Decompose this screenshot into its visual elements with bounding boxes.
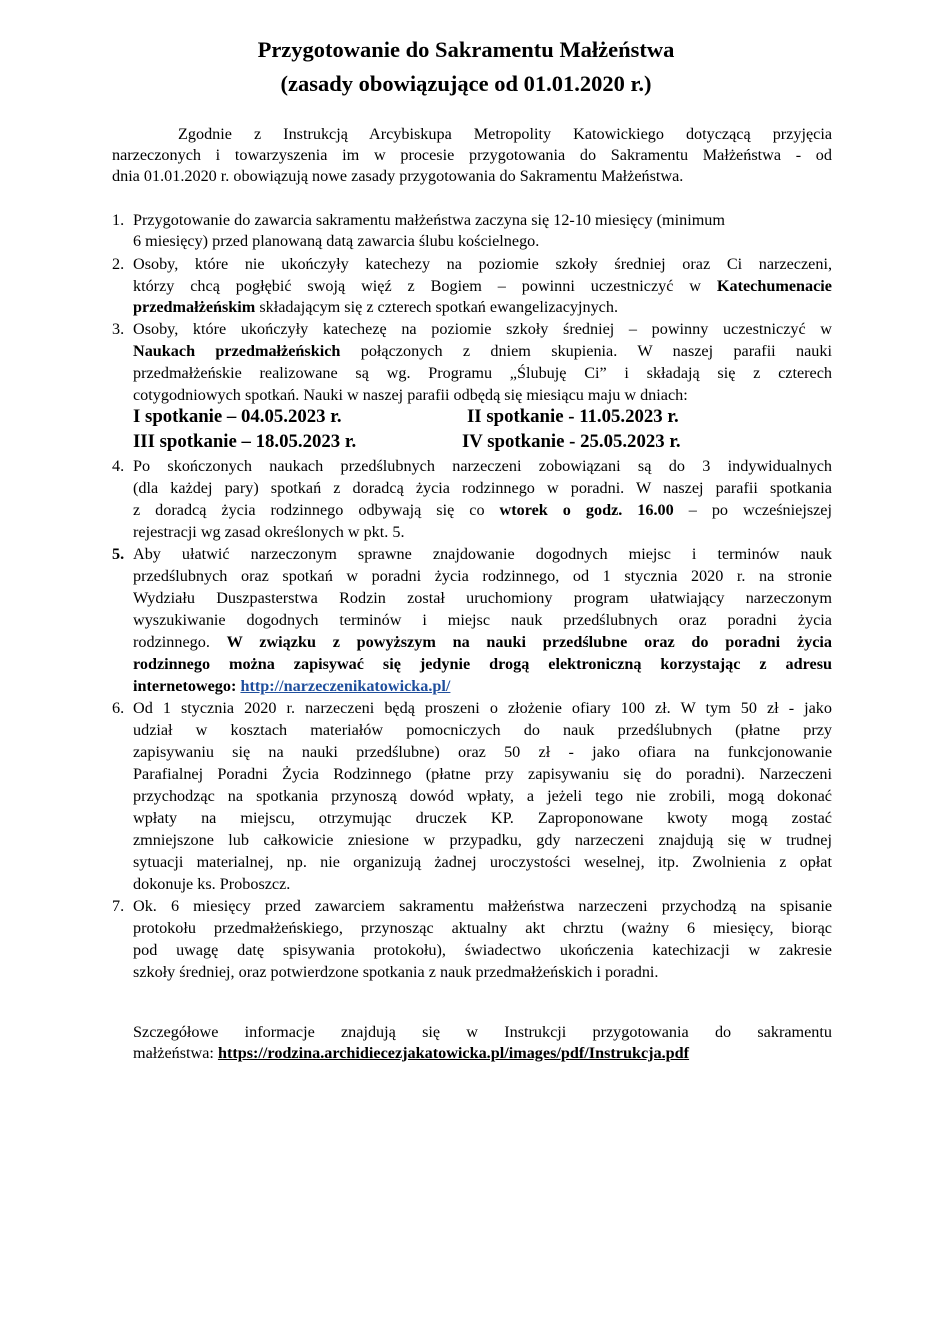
item-4-line-1: Po skończonych naukach przedślubnych narzeczeni zobowiązani są do 3 indywidualnych bbox=[133, 457, 832, 475]
item-number-2: 2. bbox=[112, 255, 125, 273]
item-6-line-1: Od 1 stycznia 2020 r. narzeczeni będą proszeni o złożenie ofiary 100 zł. W tym 50 zł - jako bbox=[133, 699, 832, 717]
item-3-line-2: Naukach przedmałżeńskich połączonych z dniem skupienia. W naszej parafii nauki bbox=[133, 342, 832, 360]
item-5-line-7: internetowego: http://narzeczenikatowicka.pl/ bbox=[133, 677, 451, 695]
item-5-line-6: rodzinnego można zapisywać się jedynie drogą elektroniczną korzystając z adresu bbox=[133, 655, 832, 673]
item-1-line-2: 6 miesięcy) przed planowaną datą zawarcia ślubu kościelnego. bbox=[133, 232, 540, 250]
meeting-date-3: III spotkanie – 18.05.2023 r. bbox=[133, 431, 357, 452]
item-number-6: 6. bbox=[112, 699, 125, 717]
narzeczeni-link[interactable]: http://narzeczenikatowicka.pl/ bbox=[240, 677, 451, 695]
item-3-line-1: Osoby, które ukończyły katechezę na poziomie szkoły średniej – powinny uczestniczyć w bbox=[133, 320, 832, 338]
intro-line-2: narzeczonych i towarzyszenia im w procesie przygotowania do Sakramentu Małżeństwa - od bbox=[112, 146, 832, 164]
item-6-line-4: Parafialnej Poradni Życia Rodzinnego (płatne przy zapisywaniu się do poradni). Narzeczeni bbox=[133, 765, 832, 783]
item-number-1: 1. bbox=[112, 211, 125, 229]
meeting-date-4: IV spotkanie - 25.05.2023 r. bbox=[462, 431, 681, 452]
item-6-line-9: dokonuje ks. Proboszcz. bbox=[133, 875, 291, 893]
footer-line-1: Szczegółowe informacje znajdują się w Instrukcji przygotowania do sakramentu bbox=[133, 1023, 832, 1041]
meeting-date-2: II spotkanie - 11.05.2023 r. bbox=[467, 406, 679, 427]
item-7-line-1: Ok. 6 miesięcy przed zawarciem sakramentu małżeństwa narzeczeni przychodzą na spisanie bbox=[133, 897, 832, 915]
item-5-line-1: Aby ułatwić narzeczonym sprawne znajdowanie dogodnych miejsc i terminów nauk bbox=[133, 545, 832, 563]
instrukcja-pdf-link[interactable]: https://rodzina.archidiecezjakatowicka.pl/images/pdf/Instrukcja.pdf bbox=[217, 1044, 690, 1062]
item-5-line-5: rodzinnego. W związku z powyższym na nauki przedślubne oraz do poradni życia bbox=[133, 633, 832, 651]
item-7-line-2: protokołu przedmałżeńskiego, przynosząc aktualny akt chrztu (ważny 6 miesięcy, biorąc bbox=[133, 919, 832, 937]
item-4-line-2: (dla każdej pary) spotkań z doradcą życia rodzinnego w poradni. W naszej parafii spotkania bbox=[133, 479, 832, 497]
item-2-line-1: Osoby, które nie ukończyły katechezy na poziomie szkoły średniej oraz Ci narzeczeni, bbox=[133, 255, 832, 273]
item-number-5: 5. bbox=[112, 545, 125, 563]
item-6-line-2: udział w kosztach materiałów pomocniczych do nauk przedślubnych (płatne przy bbox=[133, 721, 832, 739]
item-number-4: 4. bbox=[112, 457, 125, 475]
item-1-line-1: Przygotowanie do zawarcia sakramentu małżeństwa zaczyna się 12-10 miesięcy (minimum bbox=[133, 211, 725, 229]
item-3-line-3: przedmałżeńskie realizowane są wg. Programu „Ślubuję Ci” i składają się z czterech bbox=[133, 364, 832, 382]
footer-line-2: małżeństwa: https://rodzina.archidiecezjakatowicka.pl/images/pdf/Instrukcja.pdf bbox=[133, 1044, 690, 1062]
item-5-line-2: przedślubnych oraz spotkań w poradni życia rodzinnego, od 1 stycznia 2020 r. na stronie bbox=[133, 567, 832, 585]
item-6-line-8: sytuacji materialnej, np. nie organizują żadnej uroczystości weselnej, itp. Zwolnienia z opłat bbox=[133, 853, 832, 871]
item-7-line-3: pod uwagę datę spisywania protokołu), świadectwo ukończenia katechizacji w zakresie bbox=[133, 941, 832, 959]
item-5-line-3: Wydziału Duszpasterstwa Rodzin został uruchomiony program ułatwiający narzeczonym bbox=[133, 589, 832, 607]
item-2-line-2: którzy chcą pogłębić swoją więź z Bogiem – powinni uczestniczyć w Katechumenacie bbox=[133, 277, 832, 295]
item-number-3: 3. bbox=[112, 320, 125, 338]
item-4-line-3: z doradcą życia rodzinnego odbywają się co wtorek o godz. 16.00 – po wcześniejszej bbox=[133, 501, 832, 519]
item-6-line-5: przychodząc na spotkania przynoszą dowód wpłaty, a jeżeli tego nie zrobili, mogą dokonać bbox=[133, 787, 832, 805]
item-7-line-4: szkoły średniej, oraz potwierdzone spotkania z nauk przedmałżeńskich i poradni. bbox=[133, 963, 659, 981]
item-2-line-3: przedmałżeńskim składającym się z czterech spotkań ewangelizacyjnych. bbox=[133, 298, 618, 316]
item-6-line-6: wpłaty na miejscu, otrzymując druczek KP. Zaproponowane kwoty mogą zostać bbox=[133, 809, 832, 827]
meeting-date-1: I spotkanie – 04.05.2023 r. bbox=[133, 406, 342, 427]
item-3-line-4: cotygodniowych spotkań. Nauki w naszej parafii odbędą się miesiącu maju w dniach: bbox=[133, 386, 688, 404]
document-title: Przygotowanie do Sakramentu Małżeństwa bbox=[257, 37, 675, 62]
intro-line-3: dnia 01.01.2020 r. obowiązują nowe zasady przygotowania do Sakramentu Małżeństwa. bbox=[112, 167, 684, 185]
item-6-line-3: zapisywaniu się na nauki przedślubne) oraz 50 zł - jako ofiara na funkcjonowanie bbox=[133, 743, 832, 761]
item-5-line-4: wyszukiwanie dogodnych terminów i miejsc nauk przedślubnych oraz poradni życia bbox=[133, 611, 832, 629]
item-6-line-7: zmniejszone lub całkowicie zniesione w przypadku, gdy narzeczeni znajdują się w trudnej bbox=[133, 831, 832, 849]
item-4-line-4: rejestracji wg zasad określonych w pkt. 5. bbox=[133, 523, 405, 541]
intro-line-1: Zgodnie z Instrukcją Arcybiskupa Metropolity Katowickiego dotyczącą przyjęcia bbox=[178, 125, 832, 143]
document-subtitle: (zasady obowiązujące od 01.01.2020 r.) bbox=[280, 71, 652, 96]
item-number-7: 7. bbox=[112, 897, 125, 915]
